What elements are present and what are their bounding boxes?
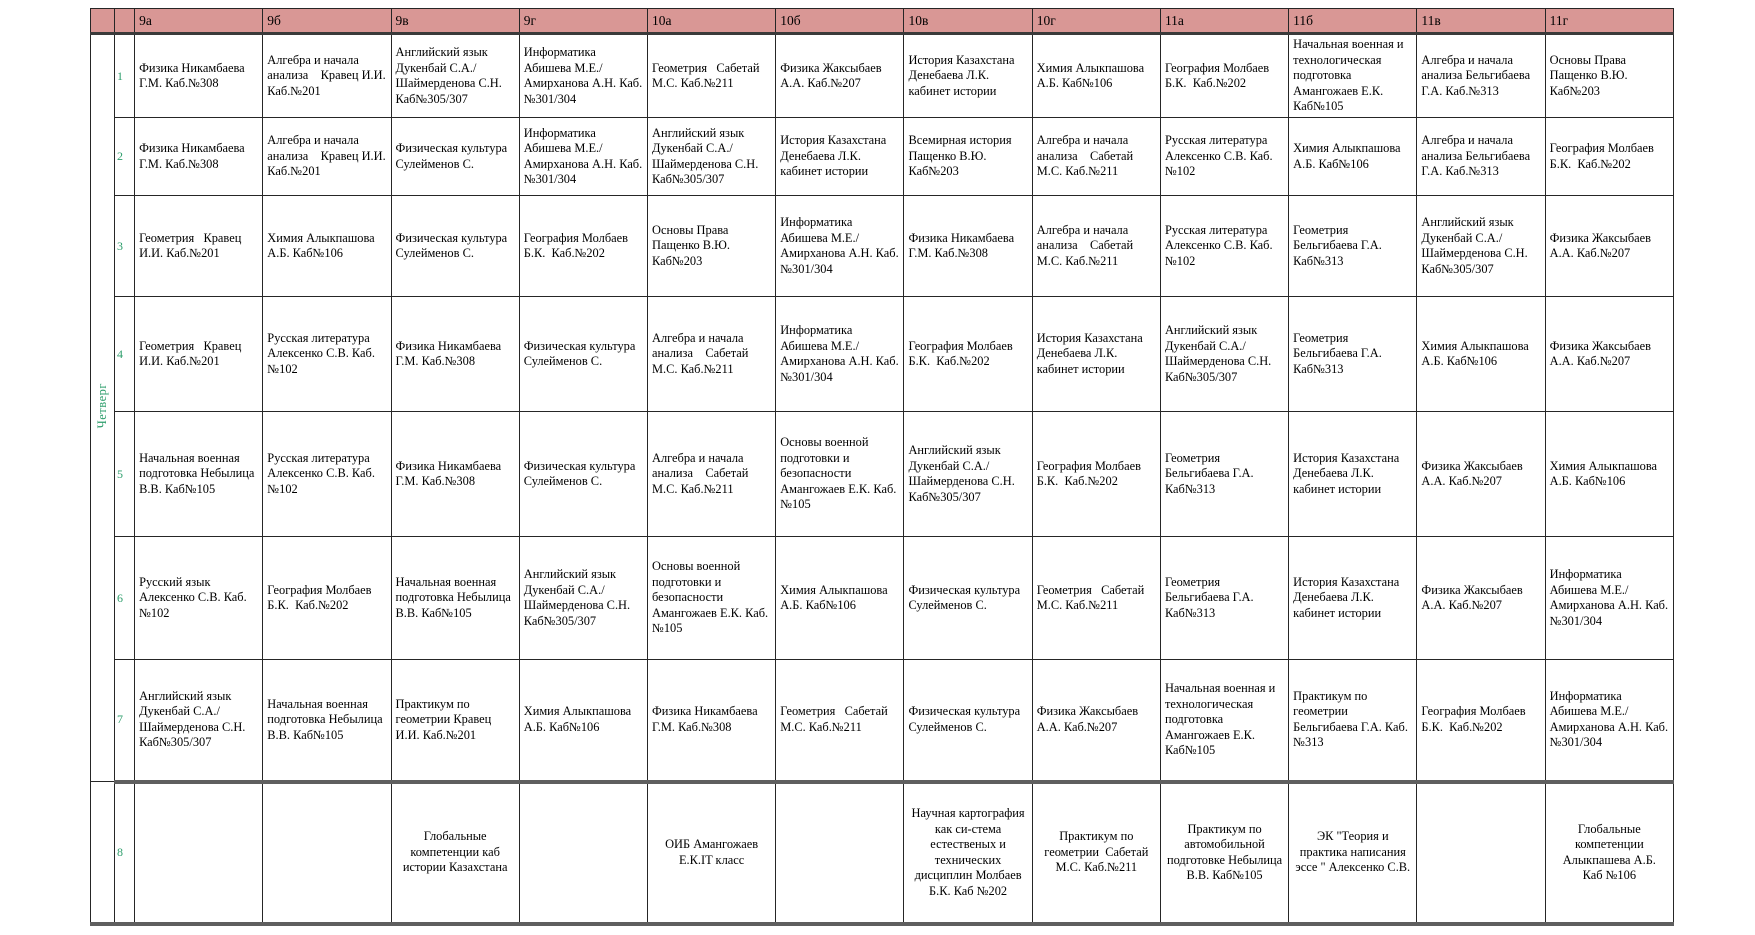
lesson-cell: Алгебра и начала анализа Сабетай М.С. Каб.№211	[1032, 118, 1160, 196]
lesson-cell: Геометрия Сабетай М.С. Каб.№211	[1032, 537, 1160, 660]
lesson-cell: Практикум по автомобильной подготовке Небылица В.В. Каб№105	[1160, 782, 1288, 924]
class-header-9b: 9б	[263, 9, 391, 34]
lesson-cell: Алгебра и начала анализа Сабетай М.С. Каб.№211	[648, 412, 776, 537]
lesson-row-2	[91, 118, 1674, 196]
class-header-9v: 9в	[391, 9, 519, 34]
lesson-cell: Геометрия Бельгибаева Г.А. Каб№313	[1289, 196, 1417, 297]
lesson-cell: Химия Алыкпашова А.Б. Каб№106	[263, 196, 391, 297]
lesson-cell: Физическая культура Сулейменов С.	[519, 412, 647, 537]
lesson-cell: Русский язык Алексенко С.В. Каб.№102	[135, 537, 263, 660]
lesson-cell: Физика Никамбаева Г.М. Каб.№308	[135, 34, 263, 118]
lesson-cell: Английский язык Дукенбай С.А./ Шаймерденова С.Н. Каб№305/307	[1417, 196, 1545, 297]
lesson-cell: Физика Никамбаева Г.М. Каб.№308	[904, 196, 1032, 297]
lesson-cell: Алгебра и начала анализа Бельгибаева Г.А. Каб.№313	[1417, 34, 1545, 118]
day-label: Четверг	[95, 382, 110, 429]
lesson-cell: Английский язык Дукенбай С.А./ Шаймерденова С.Н. Каб№305/307	[391, 34, 519, 118]
lesson-cell: История Казахстана Денебаева Л.К. кабинет истории	[776, 118, 904, 196]
lesson-cell	[135, 782, 263, 924]
lesson-cell: Основы военной подготовки и безопасности Амангожаев Е.К. Каб.№105	[648, 537, 776, 660]
lesson-cell: Русская литература Алексенко С.В. Каб.№102	[1160, 118, 1288, 196]
lesson-cell	[1417, 782, 1545, 924]
lesson-row-5	[91, 412, 1674, 537]
lesson-cell: Химия Алыкпашова А.Б. Каб№106	[519, 660, 647, 782]
lesson-cell: Английский язык Дукенбай С.А./ Шаймерденова С.Н. Каб№305/307	[519, 537, 647, 660]
lesson-cell: Физика Никамбаева Г.М. Каб.№308	[135, 118, 263, 196]
lesson-cell: География Молбаев Б.К. Каб.№202	[1545, 118, 1673, 196]
lesson-cell: История Казахстана Денебаева Л.К. кабинет истории	[1289, 412, 1417, 537]
lesson-cell: Физика Жаксыбаев А.А. Каб.№207	[776, 34, 904, 118]
lesson-cell: Основы Права Пащенко В.Ю. Каб№203	[1545, 34, 1673, 118]
lesson-number-column-header	[115, 9, 135, 34]
lesson-number: 7	[115, 660, 135, 782]
class-header-9a: 9а	[135, 9, 263, 34]
lesson-cell: Физическая культура Сулейменов С.	[391, 118, 519, 196]
lesson-number: 4	[115, 297, 135, 412]
lesson-cell: История Казахстана Денебаева Л.К. кабинет истории	[1032, 297, 1160, 412]
lesson-cell	[519, 782, 647, 924]
lesson-cell: Основы военной подготовки и безопасности Амангожаев Е.К. Каб.№105	[776, 412, 904, 537]
class-header-10v: 10в	[904, 9, 1032, 34]
lesson-cell	[263, 782, 391, 924]
lesson-number: 8	[115, 782, 135, 924]
lesson-cell: Практикум по геометрии Бельгибаева Г.А. Каб.№313	[1289, 660, 1417, 782]
lesson-cell: Геометрия Кравец И.И. Каб.№201	[135, 196, 263, 297]
lesson-number: 6	[115, 537, 135, 660]
lesson-cell: Алгебра и начала анализа Бельгибаева Г.А. Каб.№313	[1417, 118, 1545, 196]
lesson-cell: Начальная военная подготовка Небылица В.В. Каб№105	[263, 660, 391, 782]
lesson-cell: Физика Никамбаева Г.М. Каб.№308	[391, 297, 519, 412]
lesson-cell: Начальная военная и технологическая подготовка Амангожаев Е.К. Каб№105	[1289, 34, 1417, 118]
lesson-cell: Алгебра и начала анализа Кравец И.И. Каб.№201	[263, 34, 391, 118]
timetable	[90, 8, 1674, 926]
lesson-cell: Русская литература Алексенко С.В. Каб.№102	[263, 412, 391, 537]
class-header-11a: 11а	[1160, 9, 1288, 34]
lesson-cell: Информатика Абишева М.Е./ Амирханова А.Н. Каб.№301/304	[1545, 660, 1673, 782]
lesson-number: 5	[115, 412, 135, 537]
lesson-row-3	[91, 196, 1674, 297]
lesson-cell: Физическая культура Сулейменов С.	[519, 297, 647, 412]
class-header-10a: 10а	[648, 9, 776, 34]
lesson-cell: Химия Алыкпашова А.Б. Каб№106	[776, 537, 904, 660]
lesson-cell: Химия Алыкпашова А.Б. Каб№106	[1417, 297, 1545, 412]
lesson-cell: Физика Жаксыбаев А.А. Каб.№207	[1417, 412, 1545, 537]
lesson-cell: География Молбаев Б.К. Каб.№202	[1032, 412, 1160, 537]
lesson-cell	[776, 782, 904, 924]
lesson-cell: Геометрия Кравец И.И. Каб.№201	[135, 297, 263, 412]
lesson-cell: ОИБ Амангожаев Е.К.IT класс	[648, 782, 776, 924]
lesson-cell: Физическая культура Сулейменов С.	[904, 660, 1032, 782]
day-column-header	[91, 9, 115, 34]
lesson-cell: Английский язык Дукенбай С.А./ Шаймерденова С.Н. Каб№305/307	[1160, 297, 1288, 412]
lesson-cell: Начальная военная и технологическая подготовка Амангожаев Е.К. Каб№105	[1160, 660, 1288, 782]
lesson-number: 1	[115, 34, 135, 118]
lesson-cell: Практикум по геометрии Кравец И.И. Каб.№201	[391, 660, 519, 782]
header-row	[91, 9, 1674, 34]
class-header-10g: 10г	[1032, 9, 1160, 34]
lesson-cell: Информатика Абишева М.Е./ Амирханова А.Н. Каб.№301/304	[1545, 537, 1673, 660]
lesson-cell: Начальная военная подготовка Небылица В.В. Каб№105	[135, 412, 263, 537]
lesson-cell: Физика Жаксыбаев А.А. Каб.№207	[1417, 537, 1545, 660]
lesson-cell: Информатика Абишева М.Е./ Амирханова А.Н. Каб.№301/304	[519, 34, 647, 118]
lesson-cell: Химия Алыкпашова А.Б. Каб№106	[1289, 118, 1417, 196]
class-header-11g: 11г	[1545, 9, 1673, 34]
lesson-cell: Физика Никамбаева Г.М. Каб.№308	[391, 412, 519, 537]
lesson-cell: История Казахстана Денебаева Л.К. кабинет истории	[1289, 537, 1417, 660]
lesson-cell: Физическая культура Сулейменов С.	[904, 537, 1032, 660]
lesson-cell: Геометрия Сабетай М.С. Каб.№211	[648, 34, 776, 118]
lesson-cell: Научная картография как си-стема естественых и технических дисциплин Молбаев Б.К. Каб №202	[904, 782, 1032, 924]
lesson-cell: ЭК "Теория и практика написания эссе " Алексенко С.В.	[1289, 782, 1417, 924]
lesson-cell: Физика Жаксыбаев А.А. Каб.№207	[1032, 660, 1160, 782]
lesson-cell: Физика Жаксыбаев А.А. Каб.№207	[1545, 196, 1673, 297]
lesson-cell: Всемирная история Пащенко В.Ю. Каб№203	[904, 118, 1032, 196]
class-header-9g: 9г	[519, 9, 647, 34]
lesson-cell: Геометрия Сабетай М.С. Каб.№211	[776, 660, 904, 782]
lesson-cell: Физика Никамбаева Г.М. Каб.№308	[648, 660, 776, 782]
lesson-cell: Глобальные компетенции Алыкпашева А.Б. Каб №106	[1545, 782, 1673, 924]
lesson-number: 2	[115, 118, 135, 196]
lesson-cell: Практикум по геометрии Сабетай М.С. Каб.№211	[1032, 782, 1160, 924]
lesson-cell: История Казахстана Денебаева Л.К. кабинет истории	[904, 34, 1032, 118]
lesson-cell: Информатика Абишева М.Е./ Амирханова А.Н. Каб.№301/304	[776, 196, 904, 297]
lesson-cell: Физическая культура Сулейменов С.	[391, 196, 519, 297]
lesson-cell: Алгебра и начала анализа Сабетай М.С. Каб.№211	[648, 297, 776, 412]
lesson-cell: Начальная военная подготовка Небылица В.В. Каб№105	[391, 537, 519, 660]
lesson-cell: Алгебра и начала анализа Кравец И.И. Каб.№201	[263, 118, 391, 196]
lesson-row-8	[91, 782, 1674, 924]
lesson-cell: Английский язык Дукенбай С.А./ Шаймерденова С.Н. Каб№305/307	[648, 118, 776, 196]
lesson-row-7	[91, 660, 1674, 782]
lesson-cell: Химия Алыкпашова А.Б. Каб№106	[1032, 34, 1160, 118]
lesson-cell: Информатика Абишева М.Е./ Амирханова А.Н. Каб.№301/304	[776, 297, 904, 412]
lesson-cell: География Молбаев Б.К. Каб.№202	[263, 537, 391, 660]
class-header-11b: 11б	[1289, 9, 1417, 34]
lesson-cell: Русская литература Алексенко С.В. Каб.№102	[1160, 196, 1288, 297]
lesson-row-6	[91, 537, 1674, 660]
lesson-cell: География Молбаев Б.К. Каб.№202	[904, 297, 1032, 412]
lesson-cell: Глобальные компетенции каб истории Казахстана	[391, 782, 519, 924]
lesson-cell: Английский язык Дукенбай С.А./ Шаймерденова С.Н. Каб№305/307	[135, 660, 263, 782]
class-header-11v: 11в	[1417, 9, 1545, 34]
lesson-cell: Физика Жаксыбаев А.А. Каб.№207	[1545, 297, 1673, 412]
day-label-cell	[91, 34, 115, 782]
lesson-cell: География Молбаев Б.К. Каб.№202	[519, 196, 647, 297]
lesson-cell: География Молбаев Б.К. Каб.№202	[1160, 34, 1288, 118]
lesson-cell: Основы Права Пащенко В.Ю. Каб№203	[648, 196, 776, 297]
lesson-cell: География Молбаев Б.К. Каб.№202	[1417, 660, 1545, 782]
lesson-cell: Химия Алыкпашова А.Б. Каб№106	[1545, 412, 1673, 537]
lesson-row-1	[91, 34, 1674, 118]
lesson-cell: Русская литература Алексенко С.В. Каб.№102	[263, 297, 391, 412]
lesson-cell: Английский язык Дукенбай С.А./ Шаймерденова С.Н. Каб№305/307	[904, 412, 1032, 537]
lesson-cell: Геометрия Бельгибаева Г.А. Каб№313	[1160, 412, 1288, 537]
lesson-cell: Информатика Абишева М.Е./ Амирханова А.Н. Каб.№301/304	[519, 118, 647, 196]
lesson-row-4	[91, 297, 1674, 412]
lesson-cell: Геометрия Бельгибаева Г.А. Каб№313	[1160, 537, 1288, 660]
lesson-cell: Геометрия Бельгибаева Г.А. Каб№313	[1289, 297, 1417, 412]
lesson-number: 3	[115, 196, 135, 297]
day-spacer-cell	[91, 782, 115, 924]
class-header-10b: 10б	[776, 9, 904, 34]
lesson-cell: Алгебра и начала анализа Сабетай М.С. Каб.№211	[1032, 196, 1160, 297]
